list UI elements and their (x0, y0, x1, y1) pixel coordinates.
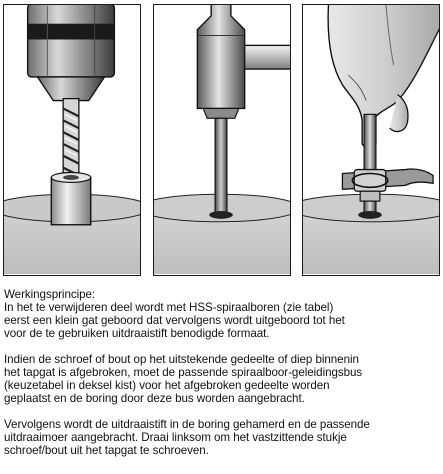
panel-unscrewing (302, 4, 440, 276)
paragraph-drilling: In het te verwijderen deel wordt met HSS-spiraalboren (zie tabel) eerst een klein gat geboord dat vervolgens wordt uitgeboord tot het voor de te gebruiken uitdraaistift benodigde formaat. (4, 301, 345, 340)
instruction-text (4, 288, 440, 470)
drill-bit-in-chuck-icon (4, 5, 140, 275)
paragraph-guide-bushing: Indien de schroef of bout op het uitstekende gedeelte of diep binnenin het tapgat is afgebroken, moet de passende spiraalboor-geleidingsbus (keuzetabel in deksel kist) voor het afgebroken gedeelte worden geplaatst en de boring door deze bus worden aangebracht. (4, 353, 363, 405)
heading-werkingsprincipe: Werkingsprincipe: (4, 288, 96, 301)
paragraph-extraction: Vervolgens wordt de uitdraaistift in de boring gehamerd en de passende uitdraaimoer aangebracht. Draai linksom om het vastzittende stukje schroef/bout uit het tapgat te schroeven. (4, 418, 370, 457)
panel-hammering (153, 4, 291, 276)
tap-wrench-hand-icon (303, 5, 439, 275)
hammer-on-extractor-icon (154, 5, 290, 275)
panel-drilling (3, 4, 141, 276)
